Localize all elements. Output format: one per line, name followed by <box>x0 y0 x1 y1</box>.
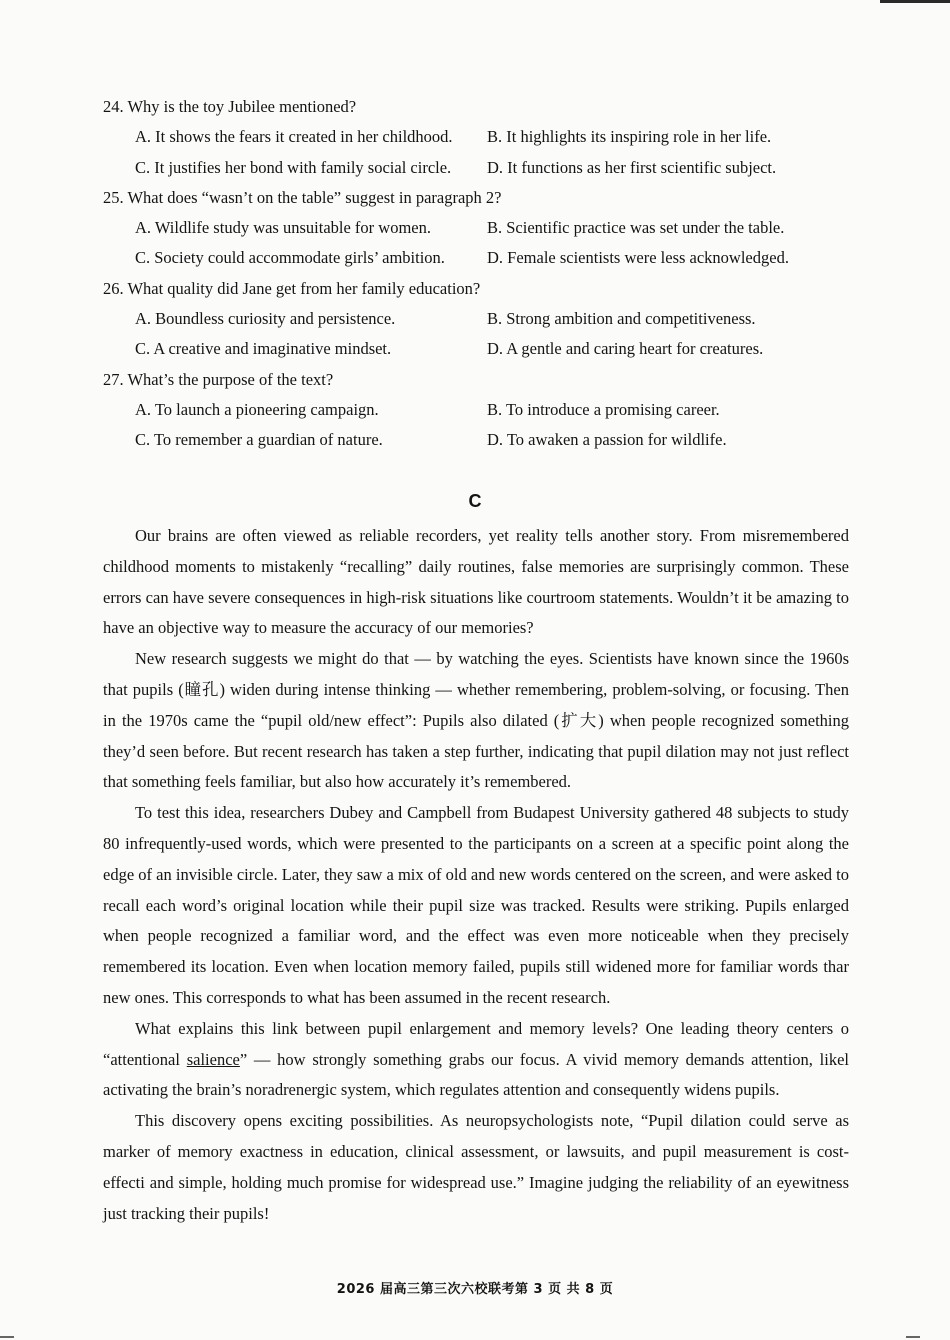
option-c: C. It justifies her bond with family social circle. <box>135 157 452 177</box>
top-edge-rule <box>880 0 950 3</box>
question-24 <box>103 92 863 183</box>
option-b: B. It highlights its inspiring role in her life. <box>487 127 772 147</box>
option-b: B. Scientific practice was set under the table. <box>487 218 785 238</box>
question-stem: 25. What does “wasn’t on the table” suggest in paragraph 2? <box>103 187 502 207</box>
option-c: C. To remember a guardian of nature. <box>135 430 383 450</box>
option-b: B. To introduce a promising career. <box>487 399 720 419</box>
option-d: D. It functions as her first scientific subject. <box>487 157 777 177</box>
passage-paragraph-4 <box>103 1014 849 1106</box>
page-footer: 2026 届高三第三次六校联考第 3 页 共 8 页 <box>336 1282 614 1297</box>
section-heading: C <box>468 491 482 511</box>
passage-paragraph-3: To test this idea, researchers Dubey and Campbell from Budapest University gathered 48 subjects to study 80 infrequently-used words, which were presented to the participants on a screen at a specific point along the edge of an invisible circle. Later, they saw a mix of old and new words centered on the screen, and were asked to recall each word’s original location while their pupil size was tracked. Results were striking. Pupils enlarged when people recognized a familiar word, and the effect was even more noticeable when they precisely remembered its location. Even when location memory failed, pupils still widened more for familiar words thar new ones. This corresponds to what has been assumed in the recent research. <box>103 803 849 1007</box>
option-a: A. To launch a pioneering campaign. <box>135 399 379 419</box>
question-stem: 24. Why is the toy Jubilee mentioned? <box>103 97 357 116</box>
corner-mark <box>906 1336 920 1338</box>
question-26 <box>103 274 863 365</box>
option-row <box>103 334 863 364</box>
option-d: D. A gentle and caring heart for creatures. <box>487 339 764 359</box>
question-27 <box>103 365 863 456</box>
option-c: C. Society could accommodate girls’ ambition. <box>135 248 445 268</box>
option-row <box>103 122 863 152</box>
corner-mark <box>0 1336 14 1338</box>
passage-paragraph-2: New research suggests we might do that — by watching the eyes. Scientists have known since the 1960s that pupils (瞳孔) widen during intense thinking — whether remembering, problem-solving, or focusing. Then in the 1970s came the “pupil old/new effect”: Pupils also dilated (扩大) when people recognized something they’d seen before. But recent research has taken a step further, indicating that pupil dilation may not just reflect that something feels familiar, but also how accurately it’s remembered. <box>103 649 849 792</box>
underlined-term: salience <box>186 1049 240 1069</box>
option-a: A. Wildlife study was unsuitable for women. <box>135 218 431 238</box>
reading-passage <box>103 521 849 1229</box>
paragraph-text: What explains this link between pupil enlargement and memory levels? One leading theory centers o “attentional <box>103 1018 849 1069</box>
question-25 <box>103 183 863 274</box>
option-row <box>103 395 863 425</box>
question-stem: 26. What quality did Jane get from her family education? <box>103 278 481 298</box>
option-row <box>103 304 863 334</box>
option-c: C. A creative and imaginative mindset. <box>135 339 392 359</box>
paragraph-text: ” — how strongly something grabs our focus. A vivid memory demands attention, likel activating the brain’s noradrenergic system, which regulates attention and consequently widens pupils. <box>103 1049 849 1100</box>
option-a: A. Boundless curiosity and persistence. <box>135 309 396 329</box>
question-list <box>103 92 863 456</box>
option-a: A. It shows the fears it created in her childhood. <box>135 127 453 147</box>
option-row <box>103 213 863 243</box>
passage-paragraph-5: This discovery opens exciting possibilities. As neuropsychologists note, “Pupil dilation could serve as marker of memory exactness in education, clinical assessment, or lawsuits, and pupil measurement is cost-effecti and simple, holding much promise for widespread use.” Imagine judging the reliability of an eyewitness just tracking their pupils! <box>103 1111 849 1223</box>
question-stem: 27. What’s the purpose of the text? <box>103 369 334 389</box>
option-d: D. Female scientists were less acknowledged. <box>487 248 789 268</box>
passage-paragraph-1: Our brains are often viewed as reliable recorders, yet reality tells another story. From misremembered childhood moments to mistakenly “recalling” daily routines, false memories are surprisingly common. These errors can have severe consequences in high-risk situations like courtroom statements. Wouldn’t it be amazing to have an objective way to measure the accuracy of our memories? <box>103 526 849 638</box>
option-d: D. To awaken a passion for wildlife. <box>487 430 727 450</box>
option-row <box>103 425 863 455</box>
option-b: B. Strong ambition and competitiveness. <box>487 309 756 329</box>
option-row <box>103 243 863 273</box>
option-row <box>103 153 863 183</box>
